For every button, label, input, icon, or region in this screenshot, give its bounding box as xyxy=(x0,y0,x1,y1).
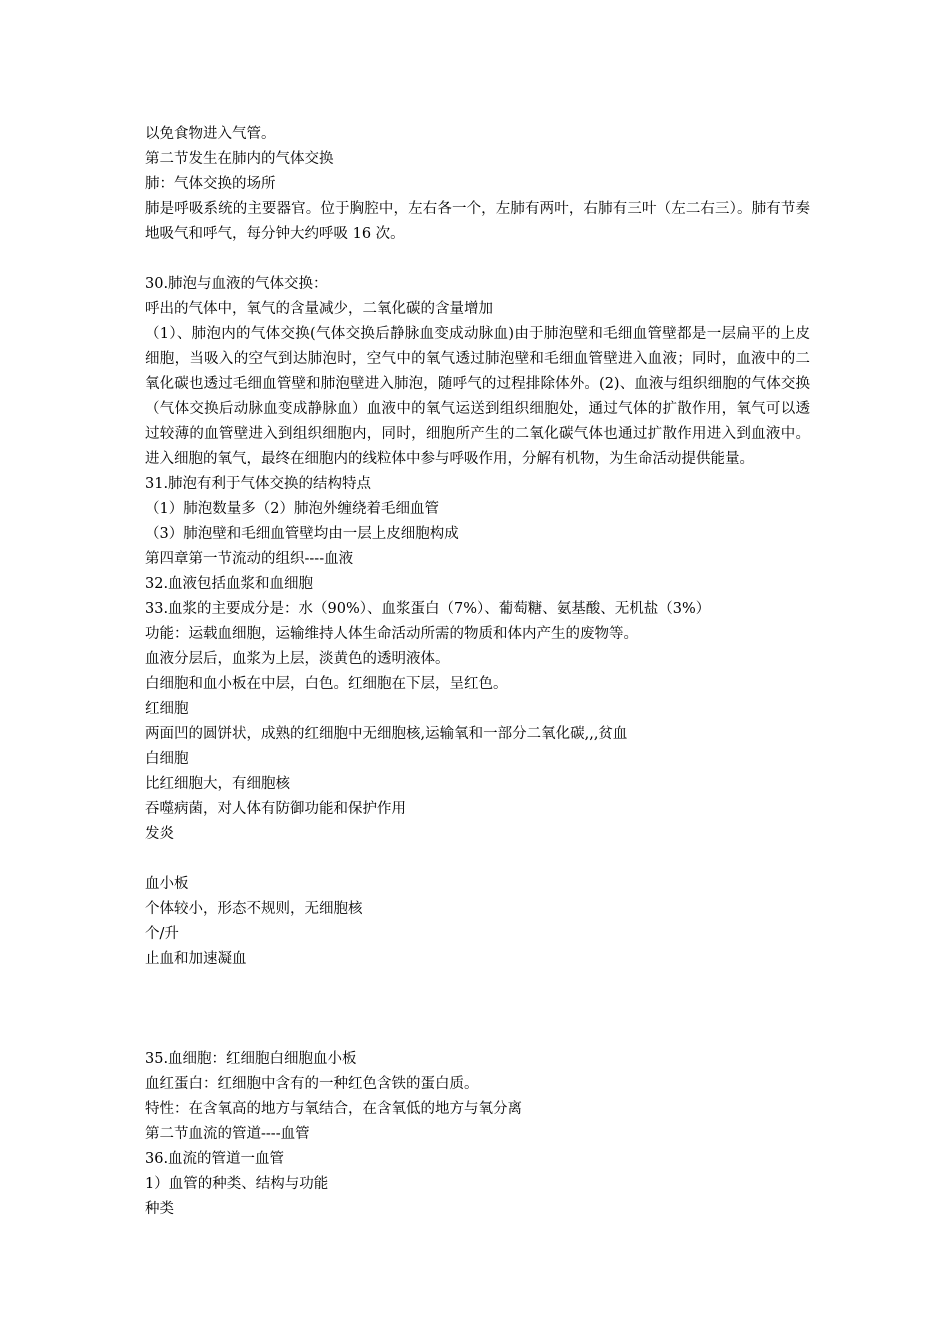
text-line: 特性：在含氧高的地方与氧结合，在含氧低的地方与氧分离 xyxy=(145,1101,522,1117)
text-line: 血液分层后，血浆为上层，淡黄色的透明液体。 xyxy=(145,651,450,667)
text-line: 1）血管的种类、结构与功能 xyxy=(145,1176,329,1192)
text-line: 血红蛋白：红细胞中含有的一种红色含铁的蛋白质。 xyxy=(145,1076,479,1092)
text-line: 肺：气体交换的场所 xyxy=(145,176,276,192)
item-heading: 31.肺泡有利于气体交换的结构特点 xyxy=(145,476,372,492)
text-line: 止血和加速凝血 xyxy=(145,951,247,967)
text-line: 比红细胞大，有细胞核 xyxy=(145,776,290,792)
text-line: 白细胞 xyxy=(145,751,189,767)
document-body xyxy=(145,122,810,1222)
text-line: （3）肺泡壁和毛细血管壁均由一层上皮细胞构成 xyxy=(145,526,459,542)
section-heading: 第二节发生在肺内的气体交换 xyxy=(145,151,334,167)
text-line: 吞噬病菌，对人体有防御功能和保护作用 xyxy=(145,801,406,817)
text-line: 血小板 xyxy=(145,876,189,892)
item-heading: 35.血细胞：红细胞白细胞血小板 xyxy=(145,1051,357,1067)
text-line: 呼出的气体中，氧气的含量减少，二氧化碳的含量增加 xyxy=(145,301,493,317)
text-line: 个体较小，形态不规则，无细胞核 xyxy=(145,901,363,917)
paragraph-lung: 肺是呼吸系统的主要器官。位于胸腔中，左右各一个，左肺有两叶，右肺有三叶（左二右三）。肺有节奏地吸气和呼气，每分钟大约呼吸 16 次。 xyxy=(145,201,810,242)
text-line: 功能：运载血细胞，运输维持人体生命活动所需的物质和体内产生的废物等。 xyxy=(145,626,638,642)
section-heading: 第四章第一节流动的组织----血液 xyxy=(145,551,354,567)
text-line: 白细胞和血小板在中层，白色。红细胞在下层，呈红色。 xyxy=(145,676,508,692)
section-heading: 第二节血流的管道----血管 xyxy=(145,1126,310,1142)
text-line: （1）肺泡数量多（2）肺泡外缠绕着毛细血管 xyxy=(145,501,439,517)
item-heading: 33.血浆的主要成分是：水（90%）、血浆蛋白（7%）、葡萄糖、氨基酸、无机盐（3%） xyxy=(145,601,711,617)
blank-line xyxy=(145,972,810,997)
blank-line xyxy=(145,847,810,872)
text-line: 红细胞 xyxy=(145,701,189,717)
blank-line xyxy=(145,997,810,1022)
text-line: 以免食物进入气管。 xyxy=(145,126,276,142)
text-line: 两面凹的圆饼状，成熟的红细胞中无细胞核,运输氧和一部分二氧化碳,,,贫血 xyxy=(145,726,628,742)
blank-line xyxy=(145,1022,810,1047)
item-heading: 32.血液包括血浆和血细胞 xyxy=(145,576,314,592)
item-heading: 30.肺泡与血液的气体交换： xyxy=(145,276,328,292)
text-line: 种类 xyxy=(145,1201,174,1217)
item-heading: 36.血流的管道一血管 xyxy=(145,1151,285,1167)
blank-line xyxy=(145,247,810,272)
paragraph-gas-exchange: （1）、肺泡内的气体交换(气体交换后静脉血变成动脉血)由于肺泡壁和毛细血管壁都是一层扁平的上皮细胞，当吸入的空气到达肺泡时，空气中的氧气透过肺泡壁和毛细血管壁进入血液；同时，血液中的二氧化碳也透过毛细血管壁和肺泡壁进入肺泡，随呼气的过程排除体外。(2)、血液与组织细胞的气体交换（气体交换后动脉血变成静脉血）血液中的氧气运送到组织细胞处，通过气体的扩散作用，氧气可以透过较薄的血管壁进入到组织细胞内，同时，细胞所产生的二氧化碳气体也通过扩散作用进入到血液中。进入细胞的氧气，最终在细胞内的线粒体中参与呼吸作用，分解有机物，为生命活动提供能量。 xyxy=(145,326,810,467)
text-line: 发炎 xyxy=(145,826,174,842)
text-line: 个/升 xyxy=(145,926,179,942)
